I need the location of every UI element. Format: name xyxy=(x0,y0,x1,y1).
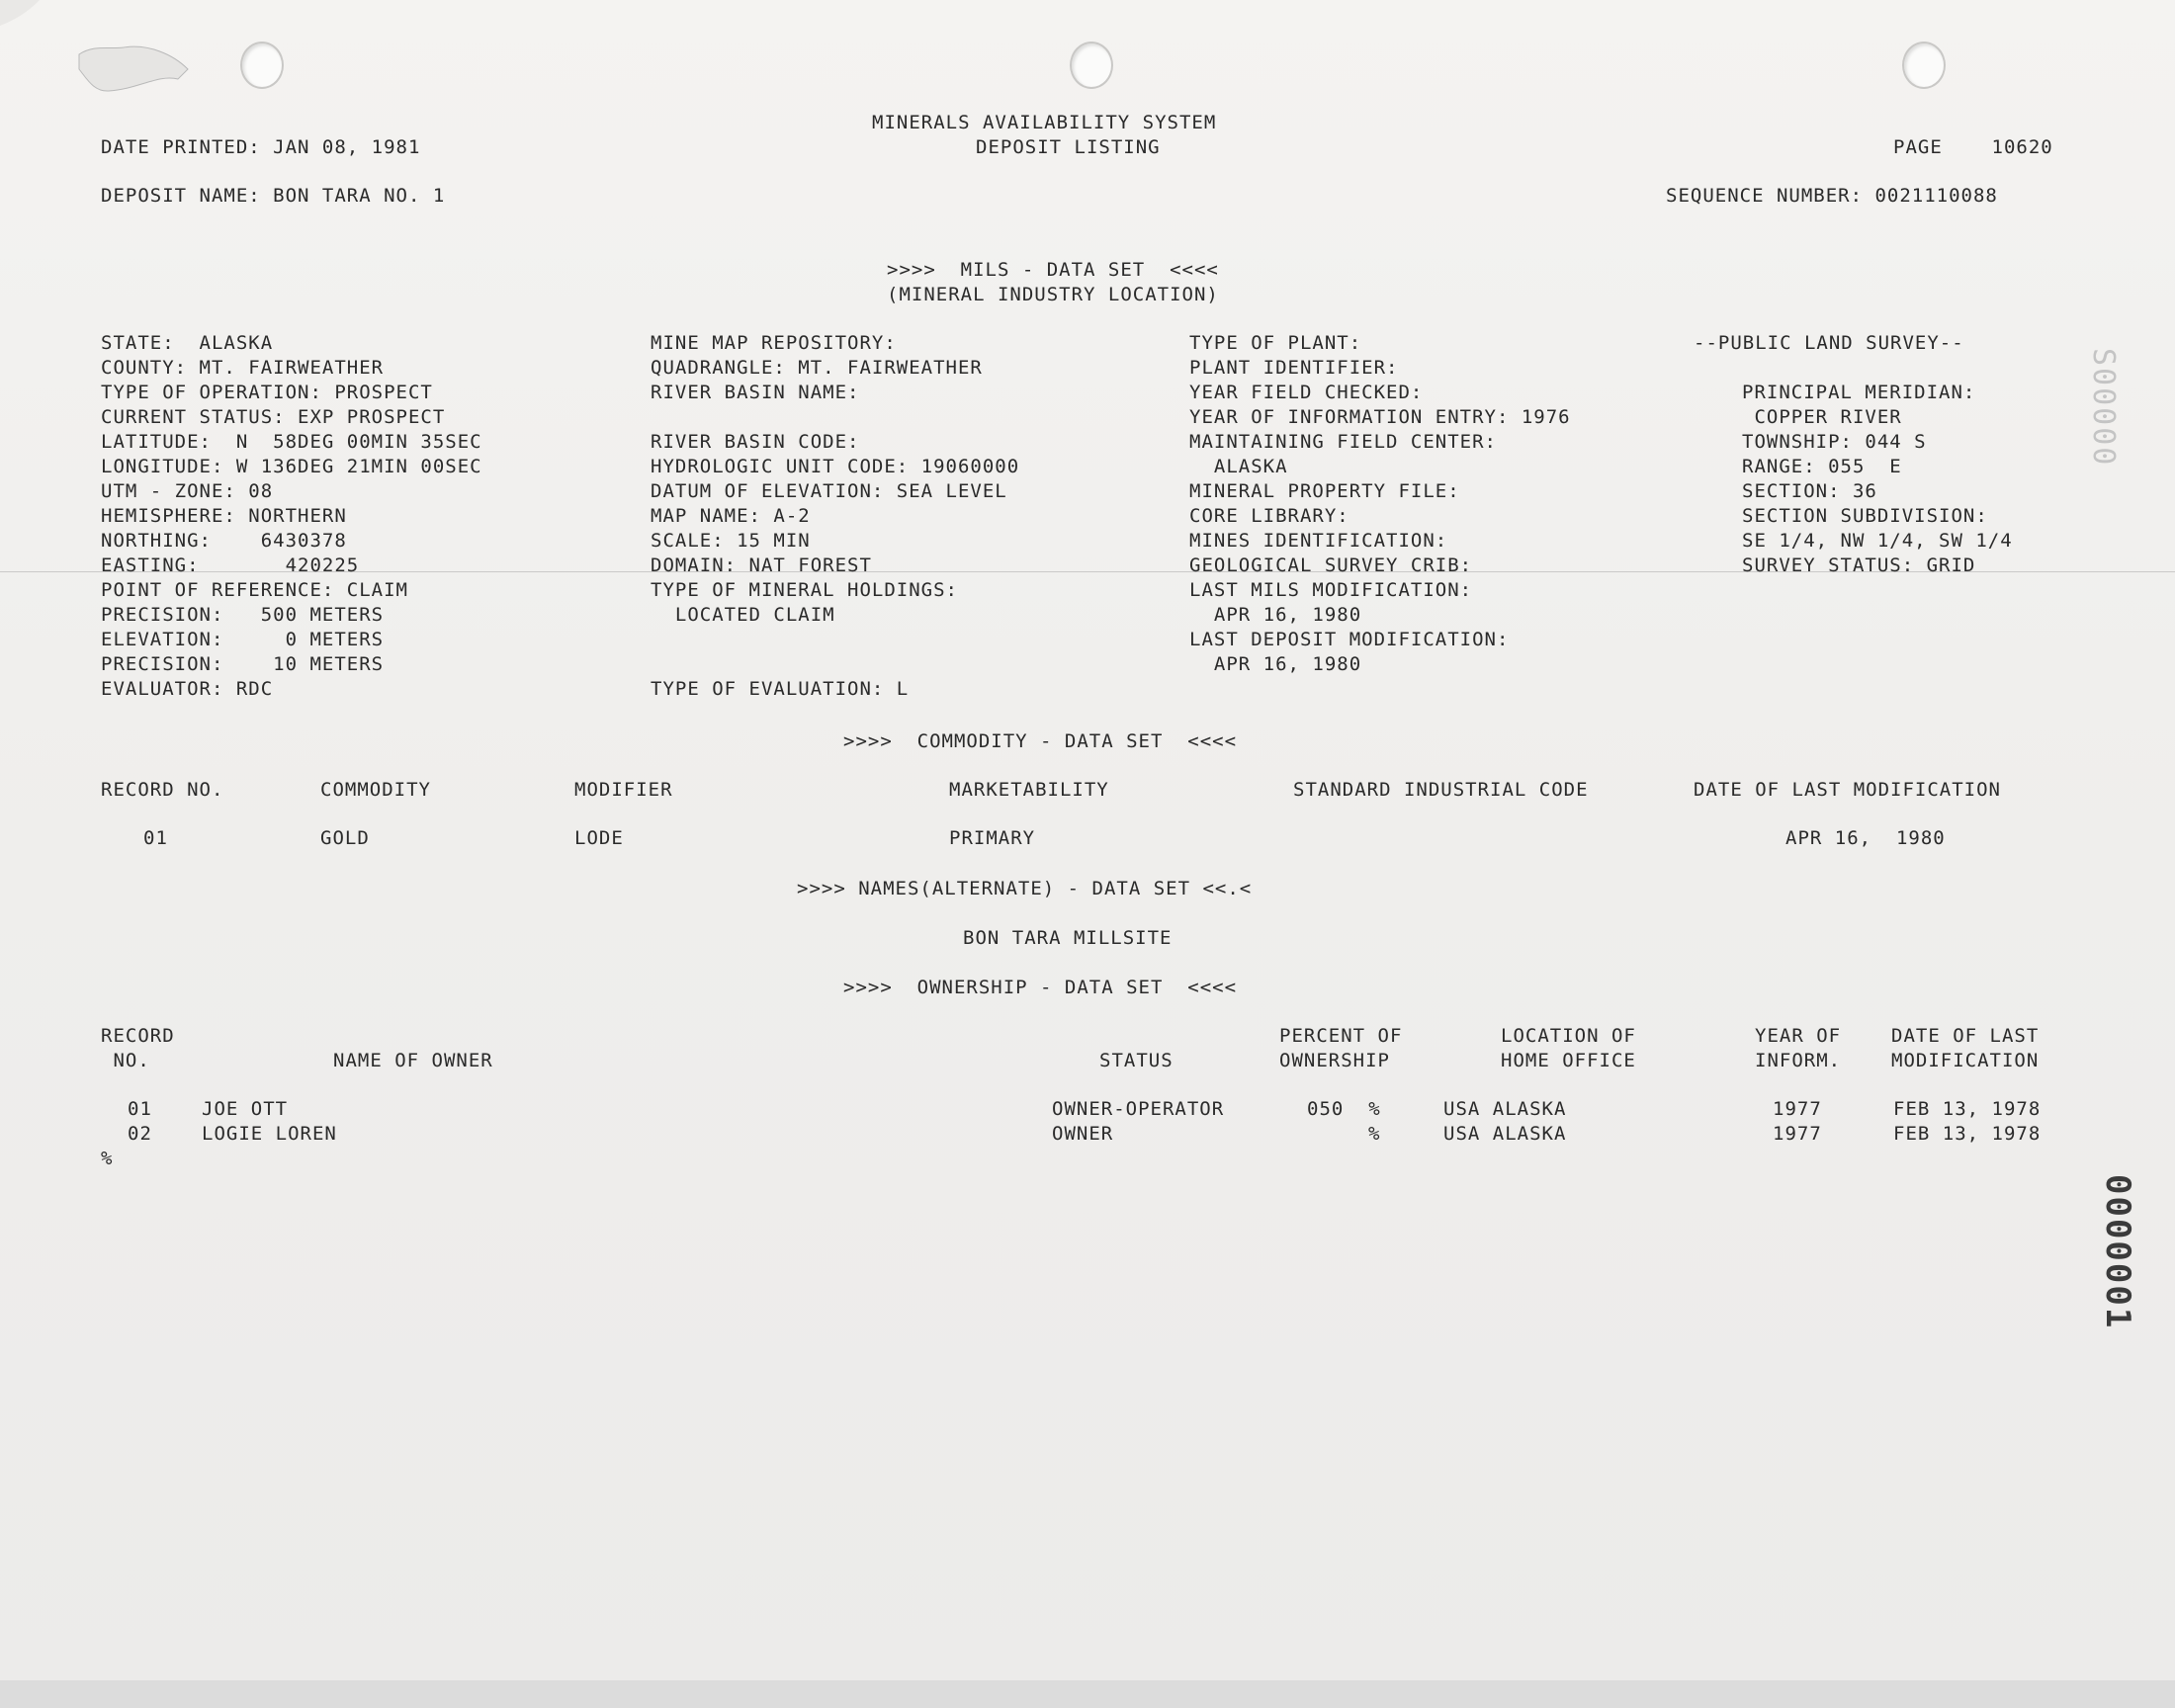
deposit-name: DEPOSIT NAME: BON TARA NO. 1 xyxy=(101,185,446,207)
mils-field: ALASKA xyxy=(1189,456,1288,477)
mils-field: CORE LIBRARY: xyxy=(1189,505,1349,527)
mils-field: LATITUDE: N 58DEG 00MIN 35SEC xyxy=(101,431,482,453)
mils-section-subtitle: (MINERAL INDUSTRY LOCATION) xyxy=(887,284,1219,305)
mils-field: TYPE OF PLANT: xyxy=(1189,332,1362,354)
owner-name: JOE OTT xyxy=(202,1098,289,1120)
mils-field: RIVER BASIN CODE: xyxy=(651,431,860,453)
faint-side-stamp: S00000 xyxy=(2086,348,2121,468)
survey-field: COPPER RIVER xyxy=(1742,406,1902,428)
mils-field: STATE: ALASKA xyxy=(101,332,274,354)
mils-field: QUADRANGLE: MT. FAIRWEATHER xyxy=(651,357,983,379)
commodity-modifier: LODE xyxy=(574,827,624,849)
ownership-header-record: RECORD xyxy=(101,1025,175,1047)
ownership-header-date-2: MODIFICATION xyxy=(1891,1050,2040,1071)
survey-field: SECTION SUBDIVISION: xyxy=(1742,505,1988,527)
owner-year: 1977 xyxy=(1773,1098,1822,1120)
mils-field: TYPE OF OPERATION: PROSPECT xyxy=(101,382,433,403)
ownership-header-status: STATUS xyxy=(1099,1050,1174,1071)
mils-field: SCALE: 15 MIN xyxy=(651,530,811,552)
mils-field: EVALUATOR: RDC xyxy=(101,678,274,700)
ownership-header-location-2: HOME OFFICE xyxy=(1501,1050,1636,1071)
mils-field: DOMAIN: NAT FOREST xyxy=(651,555,872,576)
survey-field: TOWNSHIP: 044 S xyxy=(1742,431,1927,453)
owner-percent: % xyxy=(1368,1123,1381,1145)
mils-field: GEOLOGICAL SURVEY CRIB: xyxy=(1189,555,1473,576)
mils-field: MINE MAP REPOSITORY: xyxy=(651,332,897,354)
scan-bottom-edge xyxy=(0,1680,2175,1708)
mils-field: HYDROLOGIC UNIT CODE: 19060000 xyxy=(651,456,1020,477)
public-land-survey-heading: --PUBLIC LAND SURVEY-- xyxy=(1694,332,1964,354)
date-printed: DATE PRINTED: JAN 08, 1981 xyxy=(101,136,421,158)
mils-field: UTM - ZONE: 08 xyxy=(101,480,274,502)
ownership-header-percent-2: OWNERSHIP xyxy=(1279,1050,1390,1071)
mils-field: HEMISPHERE: NORTHERN xyxy=(101,505,347,527)
mils-field: APR 16, 1980 xyxy=(1189,653,1362,675)
punch-hole-center xyxy=(1070,42,1113,89)
mils-field: LONGITUDE: W 136DEG 21MIN 00SEC xyxy=(101,456,482,477)
mils-section-title: >>>> MILS - DATA SET <<<< xyxy=(887,259,1219,281)
commodity-name: GOLD xyxy=(320,827,370,849)
sequence-number: SEQUENCE NUMBER: 0021110088 xyxy=(1666,185,1998,207)
owner-percent: 050 % xyxy=(1307,1098,1381,1120)
commodity-header-record-no: RECORD NO. xyxy=(101,779,224,801)
mils-field: MINERAL PROPERTY FILE: xyxy=(1189,480,1460,502)
mils-field: YEAR OF INFORMATION ENTRY: 1976 xyxy=(1189,406,1571,428)
punch-hole-left xyxy=(240,42,284,89)
mils-field: CURRENT STATUS: EXP PROSPECT xyxy=(101,406,446,428)
mils-field: MAINTAINING FIELD CENTER: xyxy=(1189,431,1497,453)
mils-field: RIVER BASIN NAME: xyxy=(651,382,860,403)
mils-field: TYPE OF EVALUATION: L xyxy=(651,678,910,700)
mils-field: MINES IDENTIFICATION: xyxy=(1189,530,1448,552)
survey-field: PRINCIPAL MERIDIAN: xyxy=(1742,382,1976,403)
mils-field: PLANT IDENTIFIER: xyxy=(1189,357,1399,379)
mils-field: EASTING: 420225 xyxy=(101,555,360,576)
ownership-header-year-2: INFORM. xyxy=(1755,1050,1842,1071)
owner-status: OWNER xyxy=(1052,1123,1114,1145)
commodity-section-title: >>>> COMMODITY - DATA SET <<<< xyxy=(843,730,1238,752)
commodity-marketability: PRIMARY xyxy=(949,827,1036,849)
system-title: MINERALS AVAILABILITY SYSTEM xyxy=(872,112,1217,133)
survey-field: SE 1/4, NW 1/4, SW 1/4 xyxy=(1742,530,2013,552)
commodity-record-no: 01 xyxy=(143,827,168,849)
survey-field: SURVEY STATUS: GRID xyxy=(1742,555,1976,576)
ownership-header-name: NAME OF OWNER xyxy=(333,1050,493,1071)
commodity-header-modifier: MODIFIER xyxy=(574,779,673,801)
mils-field: TYPE OF MINERAL HOLDINGS: xyxy=(651,579,958,601)
mils-field: DATUM OF ELEVATION: SEA LEVEL xyxy=(651,480,1007,502)
ownership-header-record-no: NO. xyxy=(101,1050,150,1071)
mils-field: POINT OF REFERENCE: CLAIM xyxy=(101,579,408,601)
torn-corner-mark xyxy=(0,0,257,119)
owner-date: FEB 13, 1978 xyxy=(1893,1098,2042,1120)
mils-field: ELEVATION: 0 METERS xyxy=(101,629,385,650)
owner-name: LOGIE LOREN xyxy=(202,1123,337,1145)
commodity-last-mod: APR 16, 1980 xyxy=(1785,827,1946,849)
owner-location: USA ALASKA xyxy=(1443,1098,1567,1120)
owner-record: 01 xyxy=(128,1098,152,1120)
ownership-header-date-1: DATE OF LAST xyxy=(1891,1025,2040,1047)
mils-field: MAP NAME: A-2 xyxy=(651,505,811,527)
punch-hole-right xyxy=(1902,42,1946,89)
mils-field: PRECISION: 500 METERS xyxy=(101,604,385,626)
end-marker: % xyxy=(101,1148,114,1169)
mils-field: COUNTY: MT. FAIRWEATHER xyxy=(101,357,385,379)
names-section-title: >>>> NAMES(ALTERNATE) - DATA SET <<.< xyxy=(797,878,1253,899)
mils-field: LAST MILS MODIFICATION: xyxy=(1189,579,1473,601)
mils-field: NORTHING: 6430378 xyxy=(101,530,347,552)
listing-title: DEPOSIT LISTING xyxy=(976,136,1161,158)
ownership-header-percent-1: PERCENT OF xyxy=(1279,1025,1403,1047)
alternate-name: BON TARA MILLSITE xyxy=(963,927,1173,949)
mils-field: YEAR FIELD CHECKED: xyxy=(1189,382,1424,403)
mils-field: LAST DEPOSIT MODIFICATION: xyxy=(1189,629,1510,650)
ownership-header-location-1: LOCATION OF xyxy=(1501,1025,1636,1047)
commodity-header-marketability: MARKETABILITY xyxy=(949,779,1109,801)
commodity-header-commodity: COMMODITY xyxy=(320,779,431,801)
page-number: PAGE 10620 xyxy=(1893,136,2053,158)
owner-date: FEB 13, 1978 xyxy=(1893,1123,2042,1145)
mils-field: LOCATED CLAIM xyxy=(651,604,835,626)
commodity-header-last-mod: DATE OF LAST MODIFICATION xyxy=(1694,779,2001,801)
ownership-header-year-1: YEAR OF xyxy=(1755,1025,1842,1047)
survey-field: SECTION: 36 xyxy=(1742,480,1877,502)
commodity-header-sic: STANDARD INDUSTRIAL CODE xyxy=(1293,779,1589,801)
mils-field: APR 16, 1980 xyxy=(1189,604,1362,626)
owner-year: 1977 xyxy=(1773,1123,1822,1145)
ownership-section-title: >>>> OWNERSHIP - DATA SET <<<< xyxy=(843,977,1238,998)
owner-status: OWNER-OPERATOR xyxy=(1052,1098,1225,1120)
side-stamp-number: 0000001 xyxy=(2098,1174,2137,1330)
mils-field: PRECISION: 10 METERS xyxy=(101,653,385,675)
owner-location: USA ALASKA xyxy=(1443,1123,1567,1145)
owner-record: 02 xyxy=(128,1123,152,1145)
survey-field: RANGE: 055 E xyxy=(1742,456,1902,477)
